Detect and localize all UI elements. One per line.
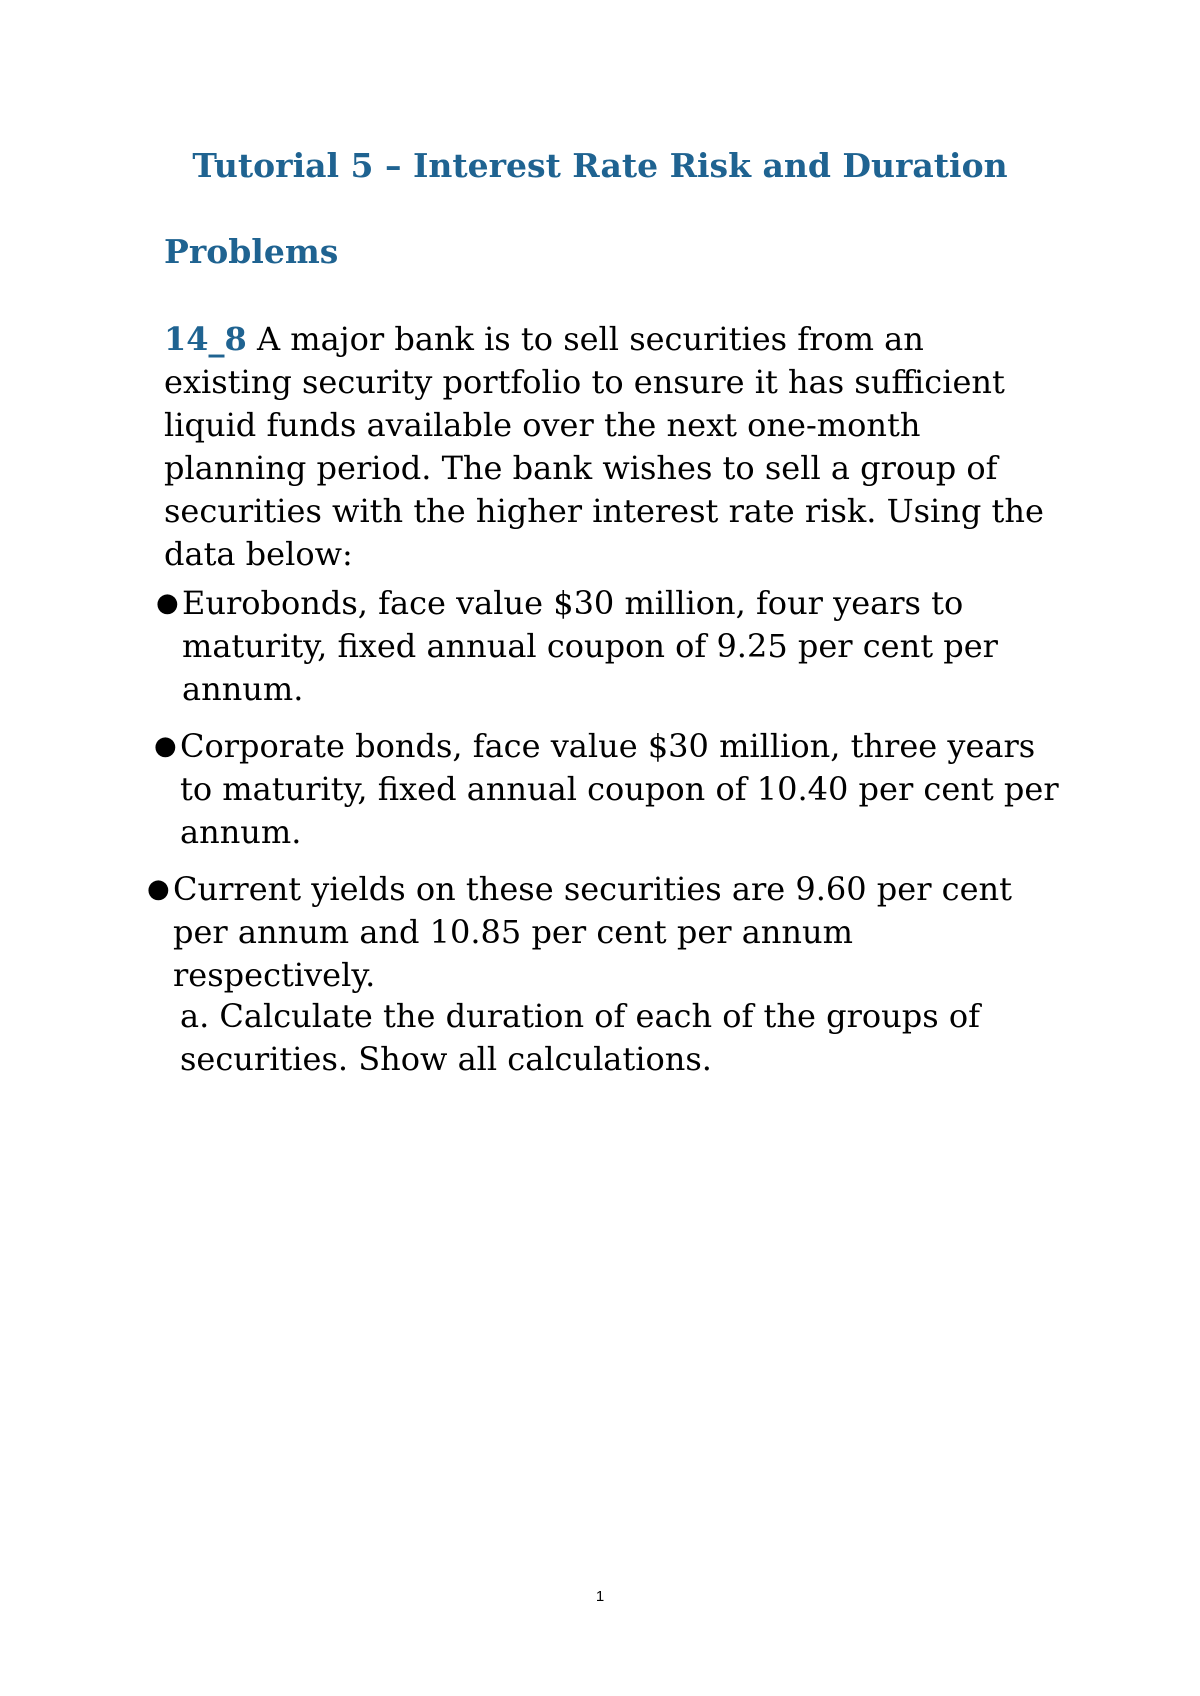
list-item: [147, 868, 1053, 997]
bullet-icon: ●: [147, 874, 170, 904]
list-item-text: Corporate bonds, face value $30 million, three years to maturity, fixed annual coupon of 10.40 per cent per annum.: [180, 727, 1059, 851]
document-title: Tutorial 5 – Interest Rate Risk and Duration: [192, 146, 1008, 185]
problem-number: 14_8: [164, 320, 247, 358]
list-item: [154, 725, 1060, 854]
problem-statement: [164, 318, 1044, 576]
question-part-a: a. Calculate the duration of each of the groups of securities. Show all calculations.: [180, 997, 980, 1078]
list-item-text: Current yields on these securities are 9.60 per cent per annum and 10.85 per cent per annum respectively.: [173, 870, 1012, 994]
bullet-icon: ●: [156, 588, 179, 618]
bullet-icon: ●: [154, 731, 177, 761]
list-item-text: Eurobonds, face value $30 million, four years to maturity, fixed annual coupon of 9.25 per cent per annum.: [182, 584, 998, 708]
list-item: [156, 582, 1062, 711]
problem-text: A major bank is to sell securities from an existing security portfolio to ensure it has sufficient liquid funds available over the next one-month planning period. The bank wishes to sell a group of securities with the higher interest rate risk. Using the data below:: [164, 320, 1044, 573]
page-number: 1: [595, 1588, 605, 1605]
section-heading: Problems: [164, 232, 339, 271]
